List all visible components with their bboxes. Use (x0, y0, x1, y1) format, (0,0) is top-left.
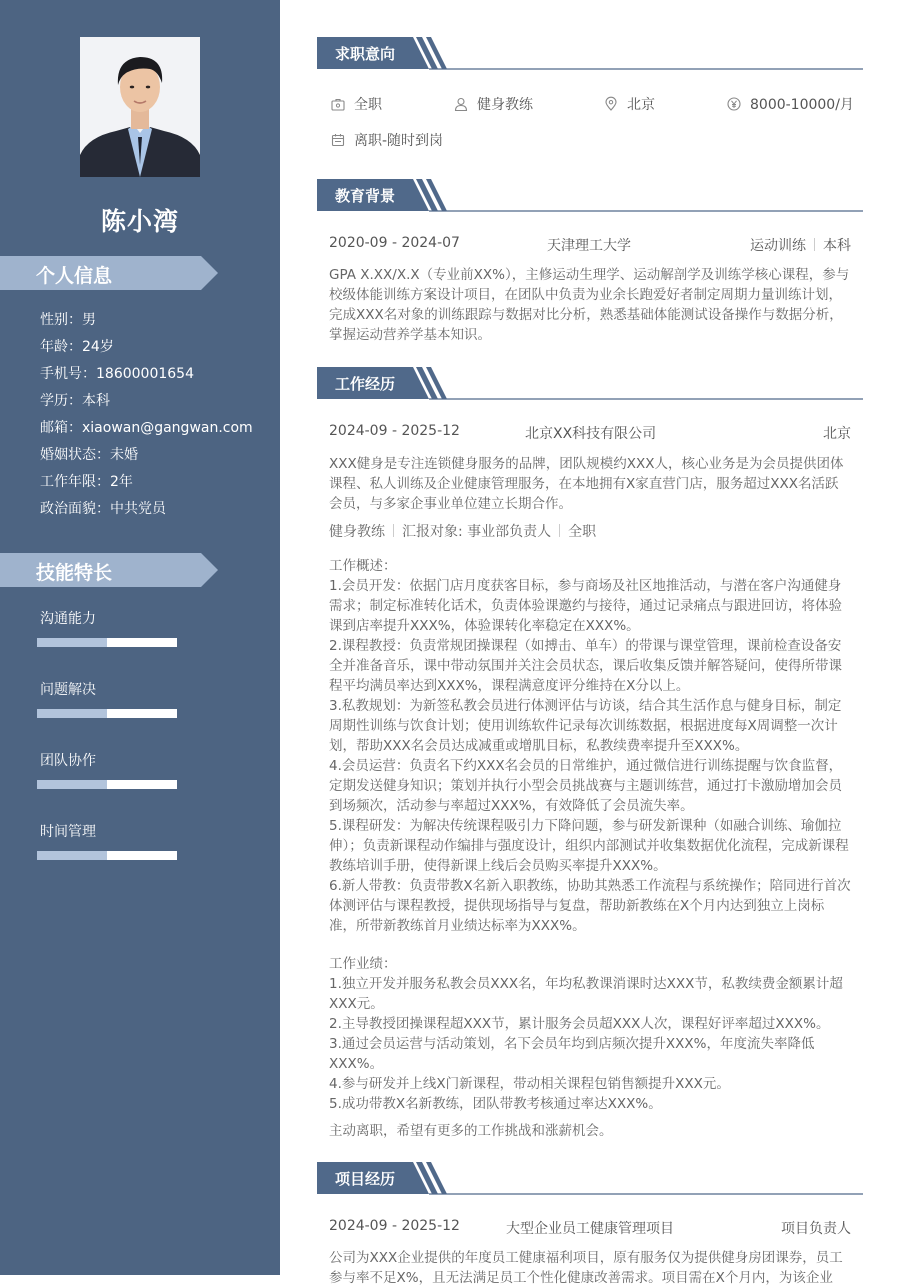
skills-header (0, 553, 218, 587)
education-major: 运动训练 (750, 238, 806, 254)
project-period: 2024-09 - 2025-12 (329, 1218, 460, 1234)
education-desc-text: GPA X.XX/X.X（专业前XX%），主修运动生理学、运动解剖学及训练学核心课程，参与校级体能训练方案设计项目，在团队中负责为业余长跑爱好者制定周期力量训练计划，完成XXX名对象的训练跟踪与数据对比分析，熟悉基础体能测试设备操作与数据分析，掌握运动营养学基本知识。 (329, 267, 850, 343)
skill-item (40, 679, 96, 699)
calendar-icon (331, 133, 345, 147)
education-row (329, 235, 851, 255)
separator (393, 524, 394, 537)
skill-item (40, 750, 96, 770)
education-major-degree (750, 235, 851, 255)
intent-status (331, 130, 443, 150)
skill-bar (37, 709, 177, 718)
intent-type (331, 94, 382, 114)
info-gender: 性别：男 (40, 312, 96, 328)
personal-info-header (0, 256, 218, 290)
project-row (329, 1218, 851, 1238)
project-desc-text: 公司为XXX企业提供的年度员工健康福利项目，原有服务仅为提供健身房团课券，员工参与率不足X%，且无法满足员工个性化健康改善需求。项目需在X个月内，为该企业 (329, 1250, 843, 1286)
work-tag: 全职 (568, 524, 597, 540)
skill-name: 问题解决 (40, 682, 96, 698)
sidebar (0, 0, 280, 1275)
info-marital: 婚姻状态：未婚 (40, 447, 138, 463)
info-education: 学历：本科 (40, 393, 110, 409)
intent-salary (727, 94, 854, 114)
work-overview-item: 6.新人带教：负责带教X名新入职教练，协助其熟悉工作流程与系统操作；陪同进行首次体测评估与课程教授，提供现场指导与复盘，帮助新教练在X个月内达到独立上岗标准，所带新教练首月业绩达标率为XXX%。 (329, 878, 851, 934)
work-company-desc-text: XXX健身是专注连锁健身服务的品牌，团队规模约XXX人，核心业务是为会员提供团体课程、私人训练及企业健康管理服务，在本地拥有X家直营门店，服务超过XXX名活跃会员，与多家企事业单位建立长期合作。 (329, 456, 844, 512)
intent-position-text: 健身教练 (477, 97, 533, 113)
project-description (329, 1248, 851, 1288)
project-title: 项目经历 (335, 1170, 396, 1188)
work-company-description (329, 454, 851, 514)
separator (559, 524, 560, 537)
work-result-item: 2.主导教授团操课程超XXX节，累计服务会员超XXX人次，课程好评率超过XXX%。 (329, 1016, 830, 1032)
skill-bar (37, 851, 177, 860)
project-name: 大型企业员工健康管理项目 (506, 1221, 674, 1237)
info-phone: 手机号：18600001654 (40, 366, 194, 382)
skill-bar-fill (37, 638, 107, 647)
work-leave-reason-text: 主动离职，希望有更多的工作挑战和涨薪机会。 (329, 1123, 613, 1139)
location-icon (604, 97, 618, 111)
work-overview-item: 2.课程教授：负责常规团操课程（如搏击、单车）的带课与课堂管理，课前检查设备安全并准备音乐，课中带动氛围并关注会员状态，课后收集反馈并解答疑问，使得所带课程平均满员率达到XXX%，课程满意度评分维持在X分以上。 (329, 638, 842, 694)
work-overview-title: 工作概述： (329, 558, 397, 574)
education-school: 天津理工大学 (547, 238, 631, 254)
personal-info-list (40, 309, 253, 525)
work-city: 北京 (823, 426, 851, 442)
yen-icon (727, 97, 741, 111)
intent-position (454, 94, 533, 114)
work-tag: 健身教练 (329, 524, 385, 540)
skill-item (40, 821, 96, 841)
profile-photo (80, 37, 200, 177)
intent-title: 求职意向 (335, 45, 396, 63)
education-description (329, 265, 851, 345)
skills-title: 技能特长 (36, 562, 113, 584)
work-overview-item: 3.私教规划：为新签私教会员进行体测评估与访谈，结合其生活作息与健身目标，制定周期性训练与饮食计划；使用训练软件记录每次训练数据，根据进度每X周调整一次计划，帮助XXX名会员达成减重或增肌目标，私教续费率提升至XXX%。 (329, 698, 842, 754)
intent-city-text: 北京 (627, 97, 655, 113)
skill-name: 时间管理 (40, 824, 96, 840)
personal-info-title: 个人信息 (36, 265, 113, 287)
work-overview-item: 1.会员开发：依据门店月度获客目标，参与商场及社区地推活动，与潜在客户沟通健身需求；制定标准转化话术，负责体验课邀约与接待，通过记录痛点与跟进回访，将体验课到店率提升XXX%，体验课转化率稳定在XXX%。 (329, 578, 842, 634)
work-tag: 汇报对象: 事业部负责人 (402, 524, 552, 540)
separator (814, 238, 815, 251)
work-result-item: 3.通过会员运营与活动策划，名下会员年均到店频次提升XXX%，年度流失率降低XXX%。 (329, 1036, 815, 1072)
work-result-item: 5.成功带教X名新教练，团队带教考核通过率达XXX%。 (329, 1096, 662, 1112)
work-title: 工作经历 (335, 375, 396, 393)
intent-salary-text: 8000-10000/月 (750, 97, 854, 113)
work-period: 2024-09 - 2025-12 (329, 423, 460, 439)
skill-bar-fill (37, 780, 107, 789)
education-degree: 本科 (823, 238, 851, 254)
skill-item (40, 608, 96, 628)
intent-city (604, 94, 655, 114)
skill-name: 沟通能力 (40, 611, 96, 627)
work-overview-item: 4.会员运营：负责名下约XXX名会员的日常维护，通过微信进行训练提醒与饮食监督，定期发送健身知识；策划并执行小型会员挑战赛与主题训练营，通过打卡激励增加会员到场频次，活动参与率超过XXX%，有效降低了会员流失率。 (329, 758, 843, 814)
work-results (329, 954, 851, 1114)
work-result-item: 1.独立开发并服务私教会员XXX名，年均私教课消课时达XXX节，私教续费金额累计超XXX元。 (329, 976, 843, 1012)
candidate-name: 陈小湾 (100, 207, 179, 236)
work-company: 北京XX科技有限公司 (525, 426, 657, 442)
intent-section-header (317, 37, 863, 71)
work-overview-item: 5.课程研发：为解决传统课程吸引力下降问题，参与研发新课种（如融合训练、瑜伽拉伸）；负责新课程动作编排与强度设计，组织内部测试并收集数据优化流程，完成新课程教练培训手册，使得新课上线后会员购买率提升XXX%。 (329, 818, 849, 874)
person-icon (454, 97, 468, 111)
skill-bar-fill (37, 851, 107, 860)
project-section-header (317, 1162, 863, 1196)
skill-bar (37, 780, 177, 789)
briefcase-icon (331, 97, 345, 111)
education-title: 教育背景 (335, 187, 396, 205)
work-row (329, 423, 851, 443)
work-tags (329, 521, 596, 541)
info-age: 年龄：24岁 (40, 339, 114, 355)
skill-bar-fill (37, 709, 107, 718)
work-overview (329, 556, 851, 936)
project-role: 项目负责人 (781, 1221, 851, 1237)
education-period: 2020-09 - 2024-07 (329, 235, 460, 251)
info-experience: 工作年限：2年 (40, 474, 133, 490)
education-section-header (317, 179, 863, 213)
info-political: 政治面貌：中共党员 (40, 501, 166, 517)
info-email: 邮箱：xiaowan@gangwan.com (40, 420, 253, 436)
work-result-item: 4.参与研发并上线X门新课程，带动相关课程包销售额提升XXX元。 (329, 1076, 730, 1092)
skill-bar (37, 638, 177, 647)
work-leave-reason (329, 1121, 851, 1141)
intent-type-text: 全职 (354, 97, 382, 113)
work-results-title: 工作业绩： (329, 956, 397, 972)
work-section-header (317, 367, 863, 401)
skill-name: 团队协作 (40, 753, 96, 769)
intent-status-text: 离职-随时到岗 (354, 133, 444, 149)
